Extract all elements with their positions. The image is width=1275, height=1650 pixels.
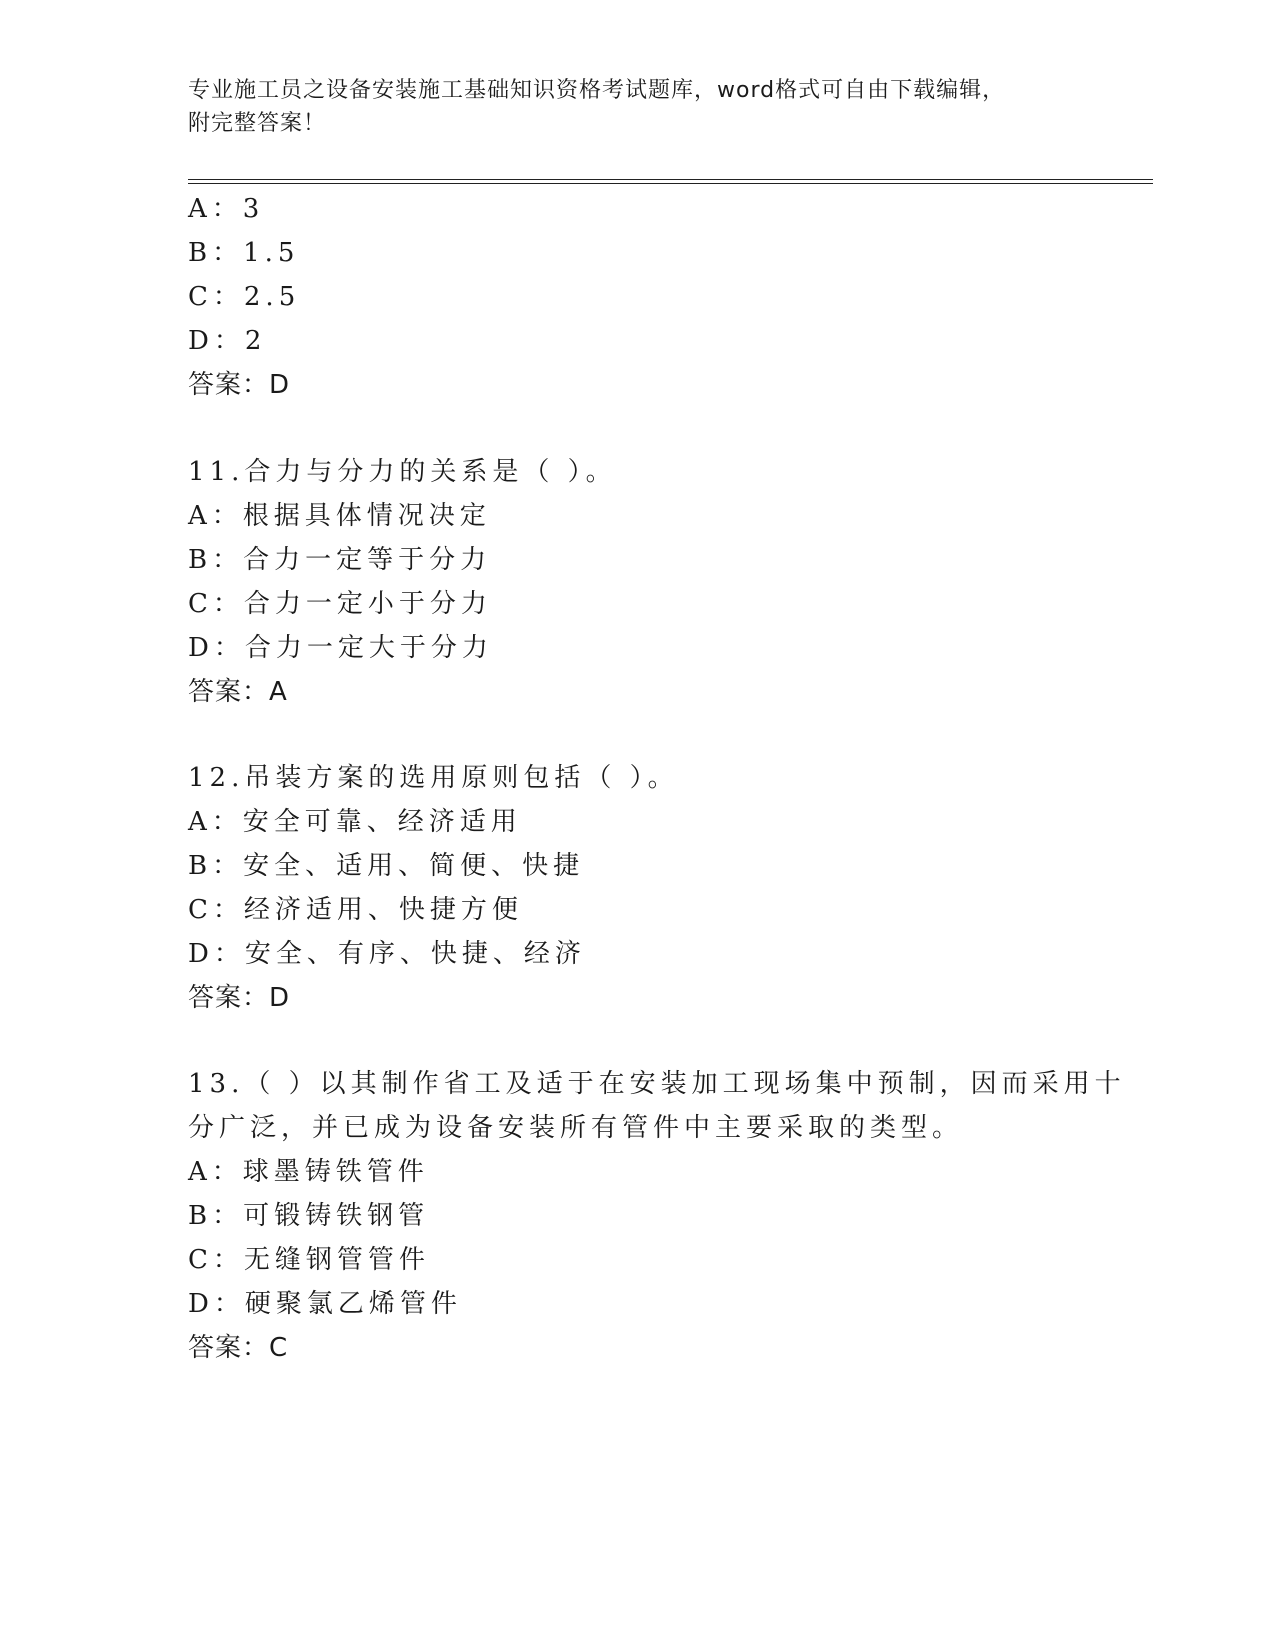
q13-answer: 答案：C <box>188 1333 289 1363</box>
q12-option-a: A：安全可靠、经济适用 <box>188 807 522 837</box>
q10-option-c: C：2.5 <box>188 282 301 312</box>
q11-option-b: B：合力一定等于分力 <box>188 545 492 575</box>
q10-answer: 答案：D <box>188 370 291 400</box>
q12-answer: 答案：D <box>188 983 291 1013</box>
q10-option-d: D：2 <box>188 326 267 356</box>
header-divider-top <box>188 179 1153 180</box>
header-divider-bottom <box>188 183 1153 184</box>
q13-option-b: B：可锻铸铁钢管 <box>188 1201 430 1231</box>
q13-option-c: C：无缝钢管管件 <box>188 1245 430 1275</box>
q13-stem-line-1: 13.（ ）以其制作省工及适于在安装加工现场集中预制，因而采用十 <box>188 1069 1126 1099</box>
q10-option-b: B：1.5 <box>188 238 300 268</box>
q12-stem: 12.吊装方案的选用原则包括（ ）。 <box>188 763 679 793</box>
q11-stem: 11.合力与分力的关系是（ ）。 <box>188 457 617 487</box>
document-header <box>188 74 1068 140</box>
q11-option-a: A：根据具体情况决定 <box>188 501 491 531</box>
q12-option-d: D：安全、有序、快捷、经济 <box>188 939 586 969</box>
q11-answer: 答案：A <box>188 677 288 707</box>
q13-option-a: A：球墨铸铁管件 <box>188 1157 429 1187</box>
header-line-2: 附完整答案！ <box>188 111 327 136</box>
q10-option-a: A：3 <box>188 194 265 224</box>
q13-option-d: D：硬聚氯乙烯管件 <box>188 1289 462 1319</box>
header-line-1: 专业施工员之设备安装施工基础知识资格考试题库，word格式可自由下载编辑， <box>188 78 1006 103</box>
q11-option-d: D：合力一定大于分力 <box>188 633 493 663</box>
q11-option-c: C：合力一定小于分力 <box>188 589 492 619</box>
q12-option-c: C：经济适用、快捷方便 <box>188 895 523 925</box>
q13-stem-line-2: 分广泛，并已成为设备安装所有管件中主要采取的类型。 <box>188 1113 964 1143</box>
q12-option-b: B：安全、适用、简便、快捷 <box>188 851 585 881</box>
